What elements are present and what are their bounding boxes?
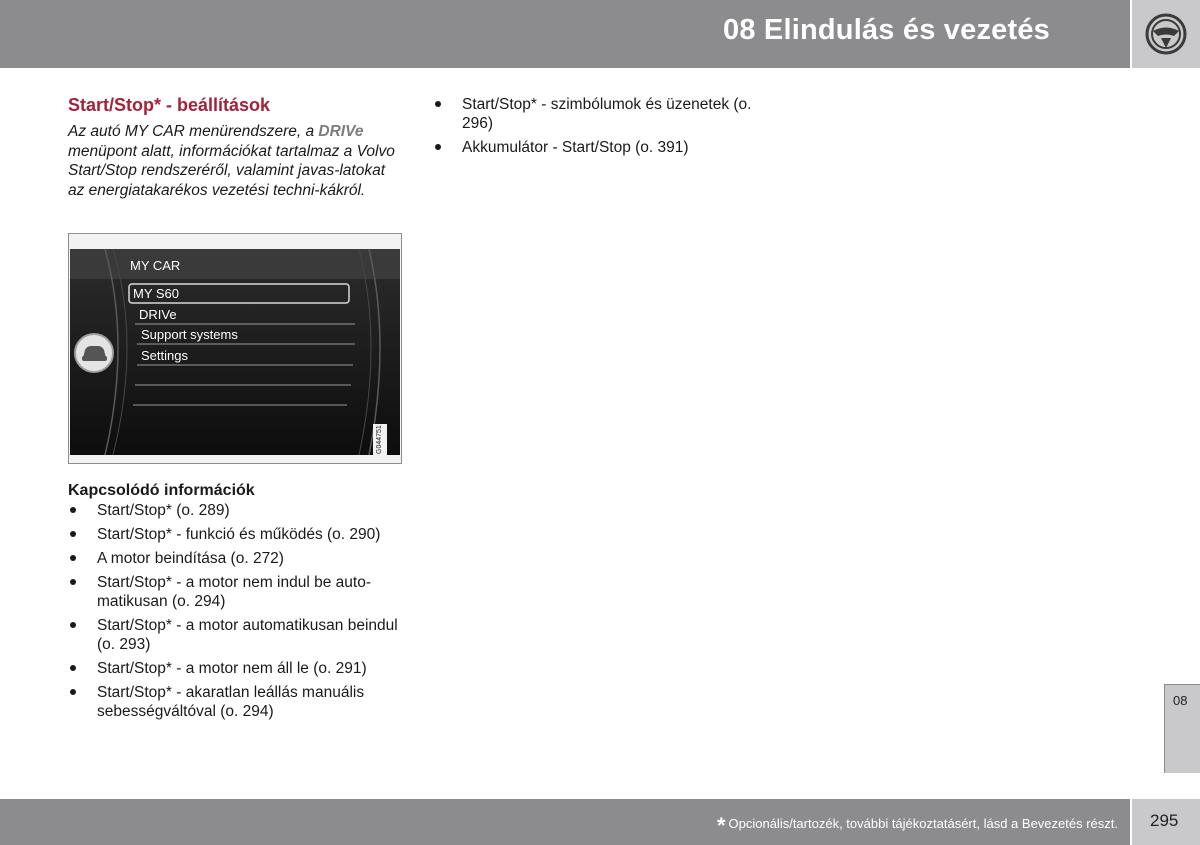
intro-text-start: Az autó MY CAR menürendszere, a: [68, 123, 319, 140]
related-link[interactable]: Start/Stop* - funkció és működés (o. 290): [68, 525, 408, 544]
intro-paragraph: [68, 122, 403, 200]
intro-text-end: menüpont alatt, információkat tartalmaz a Volvo Start/Stop rendszeréről, valamint javas-latokat az energiatakarékos vezetési techni-kákról.: [68, 142, 395, 199]
chapter-title: 08 Elindulás és vezetés: [723, 14, 1050, 46]
related-link[interactable]: Start/Stop* - szimbólumok és üzenetek (o. 296): [433, 95, 763, 133]
chapter-side-tab: [1164, 684, 1200, 773]
related-info-heading: Kapcsolódó információk: [68, 482, 255, 499]
screen-title: MY CAR: [130, 258, 181, 273]
related-link[interactable]: A motor beindítása (o. 272): [68, 549, 408, 568]
footnote-star: *: [716, 813, 726, 838]
header-bar: [0, 0, 1130, 68]
screen-menu-item-my-s60: MY S60: [133, 286, 180, 301]
chapter-tab-label: 08: [1173, 693, 1188, 708]
page-number: 295: [1150, 811, 1179, 830]
right-column: [433, 95, 763, 162]
my-car-screen-figure: [68, 233, 402, 464]
related-link[interactable]: Start/Stop* - a motor automatikusan beindul (o. 293): [68, 616, 408, 654]
related-link[interactable]: Start/Stop* - a motor nem áll le (o. 291): [68, 659, 408, 678]
left-column: [68, 95, 403, 200]
footer-note: [717, 813, 1118, 839]
page-number-box: [1132, 799, 1200, 845]
footnote-text: Opcionális/tartozék, további tájékoztatásért, lásd a Bevezetés részt.: [728, 816, 1118, 831]
related-link[interactable]: Start/Stop* (o. 289): [68, 501, 408, 520]
footer-bar: [0, 799, 1130, 845]
intro-keyword: DRIVe: [318, 123, 364, 140]
screen-menu-item-support-systems: Support systems: [141, 327, 238, 342]
related-link[interactable]: Start/Stop* - a motor nem indul be auto-matikusan (o. 294): [68, 573, 408, 611]
related-link[interactable]: Akkumulátor - Start/Stop (o. 391): [433, 138, 763, 157]
chapter-icon-box: [1132, 0, 1200, 68]
screen-menu-item-settings: Settings: [141, 348, 188, 363]
steering-wheel-icon: [1144, 12, 1188, 56]
figure-code: G044751: [373, 424, 387, 456]
section-heading: Start/Stop* - beállítások: [68, 95, 271, 115]
screen-menu-item-drive: DRIVe: [139, 307, 177, 322]
related-info-list: [68, 501, 408, 726]
related-link[interactable]: Start/Stop* - akaratlan leállás manuális sebességváltóval (o. 294): [68, 683, 408, 721]
